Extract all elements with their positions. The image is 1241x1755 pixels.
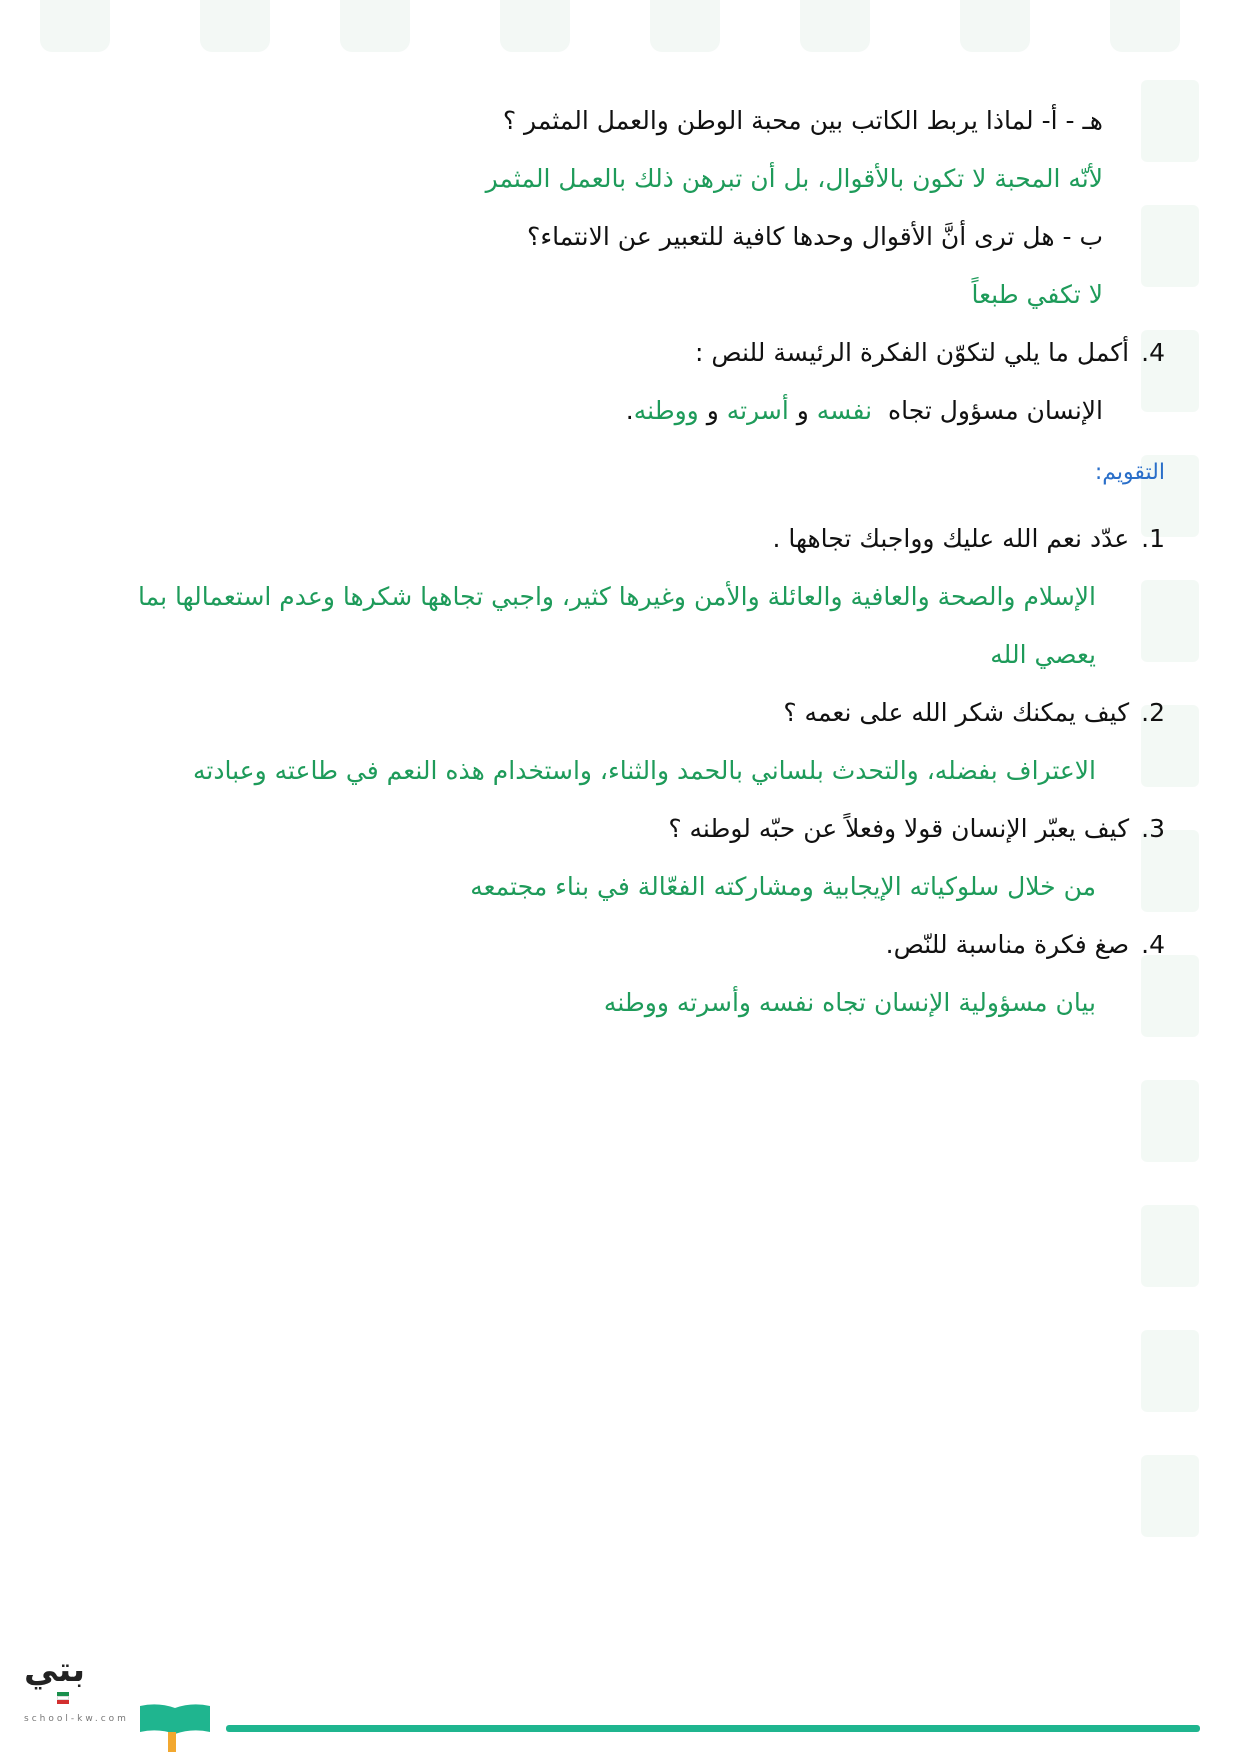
eval-answer-4: بيان مسؤولية الإنسان تجاه نفسه وأسرته ووطنه [603, 988, 1096, 1017]
question-4 [695, 336, 1165, 370]
watermark-logo [500, 0, 570, 52]
eval-question-3-number: 3. [1141, 814, 1165, 843]
watermark-logo [1141, 955, 1199, 1037]
eval-answer-3: من خلال سلوكياته الإيجابية ومشاركته الفعّالة في بناء مجتمعه [470, 872, 1096, 901]
answer-4-homeland: ووطنه [633, 396, 699, 425]
answer-4-family: أسرته [726, 396, 789, 425]
eval-question-2-text: كيف يمكنك شكر الله على نعمه ؟ [783, 698, 1130, 727]
eval-question-2-number: 2. [1141, 698, 1165, 727]
footer-logo [24, 1650, 134, 1730]
watermark-logo [1110, 0, 1180, 52]
eval-answer-1-line-2: يعصي الله [990, 640, 1096, 669]
question-4-number: 4. [1141, 338, 1165, 367]
answer-h-b: لا تكفي طبعاً [971, 280, 1103, 309]
answer-h-a: لأنّه المحبة لا تكون بالأقوال، بل أن تبرهن ذلك بالعمل المثمر [485, 164, 1103, 193]
footer-bar [226, 1725, 1200, 1732]
answer-4-end: . [625, 396, 634, 425]
answer-4 [626, 394, 1103, 428]
answer-4-self: نفسه [816, 396, 873, 425]
watermark-logo [800, 0, 870, 52]
watermark-logo [1141, 580, 1199, 662]
watermark-logo [960, 0, 1030, 52]
eval-question-4-text: صغ فكرة مناسبة للنّص. [885, 930, 1130, 959]
eval-question-1-number: 1. [1141, 524, 1165, 553]
watermark-logo [650, 0, 720, 52]
watermark-logo [1141, 205, 1199, 287]
watermark-logo [340, 0, 410, 52]
eval-question-1-text: عدّد نعم الله عليك وواجبك تجاهها . [772, 524, 1130, 553]
logo-site: school-kw.com [24, 1714, 129, 1724]
eval-question-3-text: كيف يعبّر الإنسان قولا وفعلاً عن حبّه لوطنه ؟ [668, 814, 1130, 843]
watermark-logo [1141, 1330, 1199, 1412]
question-h-a: هـ - أ- لماذا يربط الكاتب بين محبة الوطن والعمل المثمر ؟ [502, 106, 1103, 135]
eval-answer-1-line-1: الإسلام والصحة والعافية والعائلة والأمن وغيرها كثير، واجبي تجاهها شكرها وعدم استعمالها بما [138, 582, 1096, 611]
eval-question-4-number: 4. [1141, 930, 1165, 959]
eval-question-1 [772, 522, 1165, 556]
eval-answer-2: الاعتراف بفضله، والتحدث بلساني بالحمد والثناء، واستخدام هذه النعم في طاعته وعبادته [193, 756, 1096, 785]
book-icon [138, 1702, 212, 1752]
eval-question-3 [668, 812, 1165, 846]
eval-question-4 [886, 928, 1165, 962]
section-heading: التقويم: [1094, 460, 1165, 485]
watermark-logo [1141, 1205, 1199, 1287]
question-4-text: أكمل ما يلي لتكوّن الفكرة الرئيسة للنص : [694, 338, 1130, 367]
watermark-logo [1141, 1080, 1199, 1162]
logo-text: بتي [24, 1650, 86, 1690]
answer-4-and: و [706, 396, 719, 425]
flag-icon [57, 1692, 69, 1704]
answer-4-and: و [796, 396, 809, 425]
eval-question-2 [783, 696, 1165, 730]
watermark-logo [40, 0, 110, 52]
watermark-logo [200, 0, 270, 52]
watermark-logo [1141, 80, 1199, 162]
question-h-b: ب - هل ترى أنَّ الأقوال وحدها كافية للتعبير عن الانتماء؟ [527, 222, 1103, 251]
top-watermark-band [0, 0, 1241, 60]
watermark-logo [1141, 1455, 1199, 1537]
answer-4-prefix: الإنسان مسؤول تجاه [888, 396, 1103, 425]
